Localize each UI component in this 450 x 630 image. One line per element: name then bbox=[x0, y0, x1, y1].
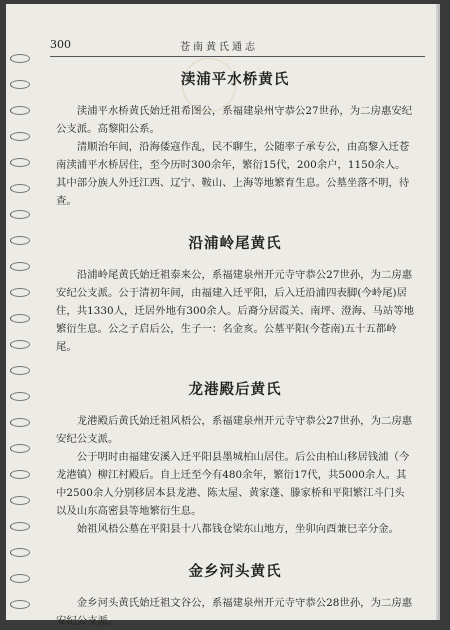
section-title: 渎浦平水桥黄氏 bbox=[180, 71, 290, 88]
section-yanpu-lingwei bbox=[56, 232, 414, 356]
section-duputoshui bbox=[56, 68, 414, 210]
page-header bbox=[50, 38, 430, 52]
section-title: 龙港殿后黄氏 bbox=[188, 381, 282, 398]
section-jinxiang-hetou bbox=[56, 560, 414, 630]
running-title: 苍南黄氏通志 bbox=[180, 42, 258, 53]
paragraph: 沿浦岭尾黄氏始迁祖泰来公，系福建泉州开元寺守恭公27世孙，为二房惠安纪公支派。公于清初年间，由福建入迁平阳，后入迁沿浦四表脚(今岭尾)居住，共1330人，迁居外地有300余人。后裔分居霞关、南坪、澄海、马站等地繁衍生息。公之子启后公，生子一：名金亥。公墓平阳(今苍南)五十五都岭尾。 bbox=[56, 269, 414, 353]
section-title: 沿浦岭尾黄氏 bbox=[188, 235, 282, 252]
section-longgang-dianhou bbox=[56, 378, 414, 538]
section-title: 金乡河头黄氏 bbox=[188, 563, 282, 580]
spiral-binding bbox=[6, 4, 28, 620]
page-content bbox=[56, 68, 414, 630]
paragraph: 清顺治年间，沿海倭寇作乱，民不聊生，公随率子承专公，由高黎入迁苍南渎浦平水桥居住，至今历时300余年，繁衍15代，200余户，1150余人。其中部分族人外迁江西、辽宁、鞍山、上海等地繁育生息。公墓坐落不明，待查。 bbox=[56, 141, 410, 207]
paragraph: 金乡河头黄氏始迁祖文谷公，系福建泉州开元寺守恭公28世孙，为二房惠安纪公支派。 bbox=[56, 597, 413, 627]
paragraph: 公于明时由福建安溪入迁平阳县墨城柏山居住。后公由柏山移居钱浦（今龙港镇）柳江村殿后。自上迁至今有480余年，繁衍17代，共5000余人。其中2500余人分别移居本县龙港、陈太屋、黄家蓬、滕家桥和平阳繁江斗门头以及山东高密县等地繁衍生息。 bbox=[56, 451, 410, 517]
paragraph: 始祖风梧公墓在平阳县十八都钱仓梁东山地方，坐卯向酉兼巳辛分金。 bbox=[76, 523, 399, 535]
header-rule bbox=[50, 56, 425, 57]
paragraph: 龙港殿后黄氏始迁祖风梧公，系福建泉州开元寺守恭公27世孙，为二房惠安纪公支派。 bbox=[56, 415, 413, 445]
paragraph: 渎浦平水桥黄氏始迁祖希图公，系福建泉州守恭公27世孙，为二房惠安纪公支派。高黎阳公系。 bbox=[56, 105, 413, 135]
page-number: 300 bbox=[50, 38, 71, 51]
